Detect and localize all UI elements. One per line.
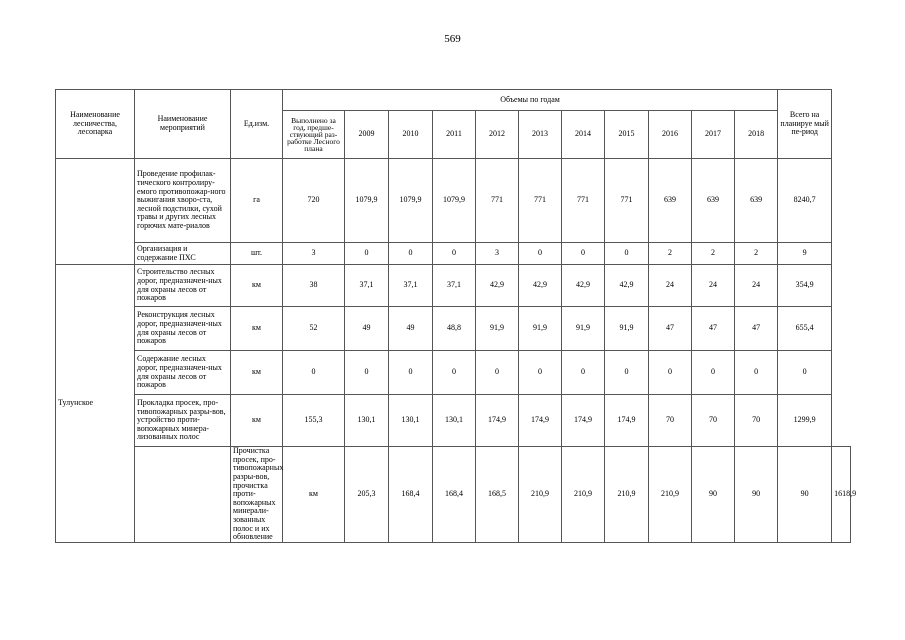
header-year: 2010: [389, 111, 433, 159]
value-cell: 52: [283, 307, 345, 351]
header-year: 2013: [519, 111, 562, 159]
value-cell: 771: [519, 159, 562, 243]
header-prior-year: Выполнено за год, предше-ствующий раз-работке Лесного плана: [283, 111, 345, 159]
value-cell: 3: [283, 243, 345, 265]
value-cell: 42,9: [519, 265, 562, 307]
total-cell: 1299,9: [778, 395, 832, 447]
header-year: 2018: [735, 111, 778, 159]
value-cell: 720: [283, 159, 345, 243]
value-cell: 0: [735, 351, 778, 395]
table-row: [56, 265, 851, 307]
value-cell: 91,9: [476, 307, 519, 351]
value-cell: 42,9: [562, 265, 605, 307]
activity-cell: Прокладка просек, про-тивопожарных разры-вов, устройство проти-вопожарных минера-лизованных полос: [135, 395, 231, 447]
value-cell: 49: [345, 307, 389, 351]
value-cell: 2: [735, 243, 778, 265]
value-cell: 0: [519, 351, 562, 395]
value-cell: 771: [605, 159, 649, 243]
value-cell: 90: [778, 447, 832, 543]
value-cell: 42,9: [476, 265, 519, 307]
value-cell: 210,9: [649, 447, 692, 543]
value-cell: 49: [389, 307, 433, 351]
total-cell: 8240,7: [778, 159, 832, 243]
total-cell: 9: [778, 243, 832, 265]
value-cell: 0: [519, 243, 562, 265]
value-cell: 130,1: [389, 395, 433, 447]
value-cell: 37,1: [389, 265, 433, 307]
value-cell: 0: [389, 243, 433, 265]
activity-cell: Прочистка просек, про-тивопожарных разры-вов, прочистка проти-вопожарных минерали-зованных полос и их обновление: [231, 447, 283, 543]
unit-cell: га: [231, 159, 283, 243]
value-cell: 48,8: [433, 307, 476, 351]
value-cell: 0: [562, 243, 605, 265]
table-row: [56, 243, 851, 265]
value-cell: 210,9: [562, 447, 605, 543]
value-cell: 0: [433, 243, 476, 265]
unit-cell: шт.: [231, 243, 283, 265]
value-cell: 639: [649, 159, 692, 243]
value-cell: 2: [692, 243, 735, 265]
value-cell: 0: [649, 351, 692, 395]
value-cell: 42,9: [605, 265, 649, 307]
value-cell: 130,1: [345, 395, 389, 447]
value-cell: 168,4: [433, 447, 476, 543]
header-year: 2014: [562, 111, 605, 159]
value-cell: 0: [562, 351, 605, 395]
activity-cell: Проведение профилак-тического контролиру-емого противопожар-ного выжигания хворо-ста, лесной подстилки, сухой травы и других лесных горючих мате-риалов: [135, 159, 231, 243]
value-cell: 91,9: [605, 307, 649, 351]
total-cell: 0: [778, 351, 832, 395]
value-cell: 24: [735, 265, 778, 307]
activity-cell: Организация и содержание ПХС: [135, 243, 231, 265]
table-row: [56, 351, 851, 395]
value-cell: 174,9: [562, 395, 605, 447]
total-cell: 1618,9: [832, 447, 851, 543]
value-cell: 70: [735, 395, 778, 447]
value-cell: 91,9: [519, 307, 562, 351]
value-cell: 3: [476, 243, 519, 265]
value-cell: 0: [605, 351, 649, 395]
header-forestry: Наименование лесничества, лесопарка: [56, 90, 135, 159]
forestry-cell-empty: [56, 159, 135, 265]
value-cell: 0: [692, 351, 735, 395]
value-cell: 0: [433, 351, 476, 395]
value-cell: 47: [735, 307, 778, 351]
header-year: 2011: [433, 111, 476, 159]
unit-cell: км: [231, 351, 283, 395]
unit-cell: км: [231, 307, 283, 351]
value-cell: 90: [735, 447, 778, 543]
value-cell: 1079,9: [433, 159, 476, 243]
value-cell: 24: [649, 265, 692, 307]
table-row: [56, 307, 851, 351]
value-cell: 771: [562, 159, 605, 243]
total-cell: 655,4: [778, 307, 832, 351]
value-cell: 155,3: [283, 395, 345, 447]
unit-cell: км: [231, 265, 283, 307]
table-row: [56, 395, 851, 447]
table-row: [56, 447, 851, 543]
value-cell: 0: [345, 351, 389, 395]
activity-cell: Содержание лесных дорог, предназначен-ных для охраны лесов от пожаров: [135, 351, 231, 395]
value-cell: 639: [692, 159, 735, 243]
value-cell: 130,1: [433, 395, 476, 447]
activity-cell: Реконструкция лесных дорог, предназначен-ных для охраны лесов от пожаров: [135, 307, 231, 351]
header-activity: Наименование мероприятий: [135, 90, 231, 159]
value-cell: 0: [476, 351, 519, 395]
header-year: 2009: [345, 111, 389, 159]
value-cell: 205,3: [345, 447, 389, 543]
activity-cell: Строительство лесных дорог, предназначен-ных для охраны лесов от пожаров: [135, 265, 231, 307]
unit-cell: км: [283, 447, 345, 543]
value-cell: 90: [692, 447, 735, 543]
value-cell: 37,1: [345, 265, 389, 307]
value-cell: 47: [692, 307, 735, 351]
header-year: 2016: [649, 111, 692, 159]
value-cell: 174,9: [605, 395, 649, 447]
value-cell: 47: [649, 307, 692, 351]
value-cell: 0: [605, 243, 649, 265]
header-year: 2015: [605, 111, 649, 159]
value-cell: 174,9: [519, 395, 562, 447]
value-cell: 210,9: [519, 447, 562, 543]
header-year: 2017: [692, 111, 735, 159]
value-cell: 2: [649, 243, 692, 265]
value-cell: 24: [692, 265, 735, 307]
value-cell: 91,9: [562, 307, 605, 351]
value-cell: 0: [283, 351, 345, 395]
value-cell: 1079,9: [345, 159, 389, 243]
forestry-name: Тулунское: [56, 265, 135, 543]
value-cell: 38: [283, 265, 345, 307]
value-cell: 37,1: [433, 265, 476, 307]
value-cell: 70: [692, 395, 735, 447]
total-cell: 354,9: [778, 265, 832, 307]
value-cell: 1079,9: [389, 159, 433, 243]
page-number: 569: [444, 33, 461, 45]
value-cell: 771: [476, 159, 519, 243]
unit-cell: км: [231, 395, 283, 447]
value-cell: 168,5: [476, 447, 519, 543]
header-year: 2012: [476, 111, 519, 159]
header-total: Всего на планируе мый пе-риод: [778, 90, 832, 159]
header-volumes-by-year: Объемы по годам: [283, 90, 778, 111]
table-row: [56, 159, 851, 243]
value-cell: 0: [389, 351, 433, 395]
value-cell: 210,9: [605, 447, 649, 543]
forest-fire-measures-table: [55, 89, 857, 543]
value-cell: 174,9: [476, 395, 519, 447]
value-cell: 168,4: [389, 447, 433, 543]
forestry-cell-empty: [135, 447, 231, 543]
header-unit: Ед.изм.: [231, 90, 283, 159]
value-cell: 0: [345, 243, 389, 265]
value-cell: 70: [649, 395, 692, 447]
value-cell: 639: [735, 159, 778, 243]
